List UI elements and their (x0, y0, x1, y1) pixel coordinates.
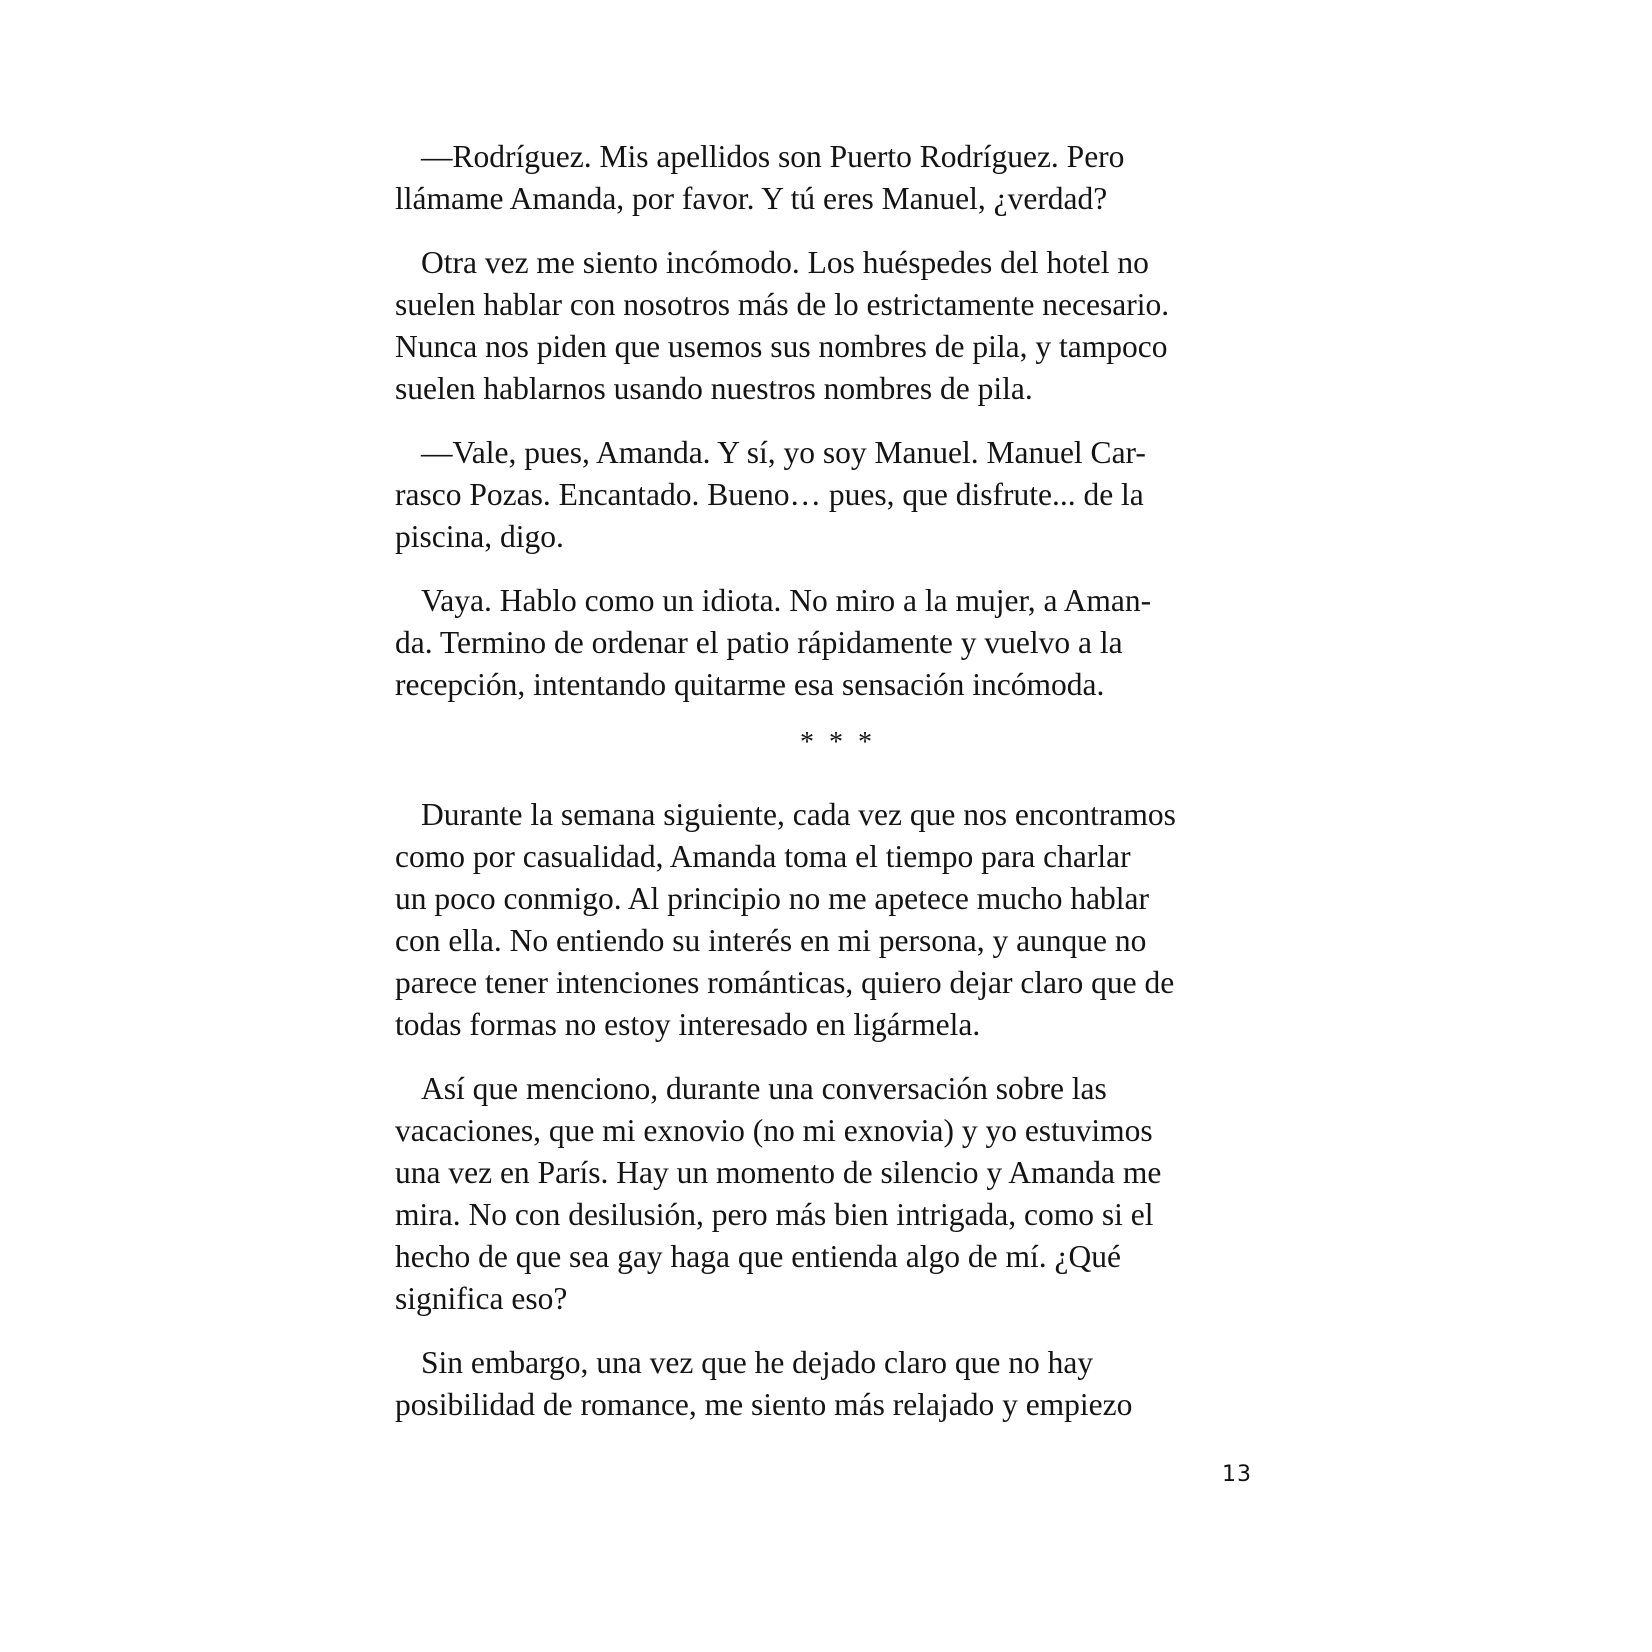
section-break: * * * (800, 727, 876, 758)
text-line: recepción, intentando quitarme esa sensación incómoda. (395, 667, 1105, 702)
text-line: suelen hablar con nosotros más de lo estrictamente necesario. (395, 287, 1170, 322)
text-line: —Vale, pues, Amanda. Y sí, yo soy Manuel. Manuel Car- (421, 435, 1146, 470)
text-line: Otra vez me siento incómodo. Los huéspedes del hotel no (421, 245, 1149, 280)
text-line: rasco Pozas. Encantado. Bueno… pues, que disfrute... de la (395, 477, 1144, 512)
text-line: Nunca nos piden que usemos sus nombres de pila, y tampoco (395, 329, 1168, 364)
text-line: mira. No con desilusión, pero más bien intrigada, como si el (395, 1197, 1154, 1232)
text-line: Sin embargo, una vez que he dejado claro que no hay (421, 1345, 1094, 1380)
text-line: suelen hablarnos usando nuestros nombres de pila. (395, 371, 1033, 406)
text-line: vacaciones, que mi exnovio (no mi exnovia) y yo estuvimos (395, 1113, 1153, 1148)
text-line: hecho de que sea gay haga que entienda algo de mí. ¿Qué (395, 1239, 1121, 1274)
text-line: parece tener intenciones románticas, quiero dejar claro que de (395, 965, 1175, 1000)
paragraph-narration (395, 1068, 1255, 1320)
paragraph-narration (395, 794, 1255, 1046)
text-line: Vaya. Hablo como un idiota. No miro a la mujer, a Aman- (421, 583, 1152, 618)
text-line: —Rodríguez. Mis apellidos son Puerto Rodríguez. Pero (421, 139, 1125, 174)
paragraph-dialogue-amanda (395, 136, 1255, 220)
text-line: llámame Amanda, por favor. Y tú eres Manuel, ¿verdad? (395, 181, 1108, 216)
text-line: da. Termino de ordenar el patio rápidamente y vuelvo a la (395, 625, 1123, 660)
paragraph-narration (395, 1342, 1255, 1426)
paragraph-narration (395, 580, 1255, 706)
text-line: todas formas no estoy interesado en ligármela. (395, 1007, 981, 1042)
text-line: posibilidad de romance, me siento más relajado y empiezo (395, 1387, 1133, 1422)
text-line: con ella. No entiendo su interés en mi persona, y aunque no (395, 923, 1147, 958)
text-line: significa eso? (395, 1281, 568, 1316)
text-line: Durante la semana siguiente, cada vez que nos encontramos (421, 797, 1176, 832)
paragraph-narration (395, 242, 1255, 410)
text-line: Así que menciono, durante una conversación sobre las (421, 1071, 1107, 1106)
body-text (395, 136, 1255, 1448)
text-line: una vez en París. Hay un momento de silencio y Amanda me (395, 1155, 1162, 1190)
text-line: un poco conmigo. Al principio no me apetece mucho hablar (395, 881, 1150, 916)
paragraph-dialogue-manuel (395, 432, 1255, 558)
text-line: como por casualidad, Amanda toma el tiempo para charlar (395, 839, 1131, 874)
text-line: piscina, digo. (395, 519, 564, 554)
page-number: 13 (1222, 1462, 1252, 1487)
